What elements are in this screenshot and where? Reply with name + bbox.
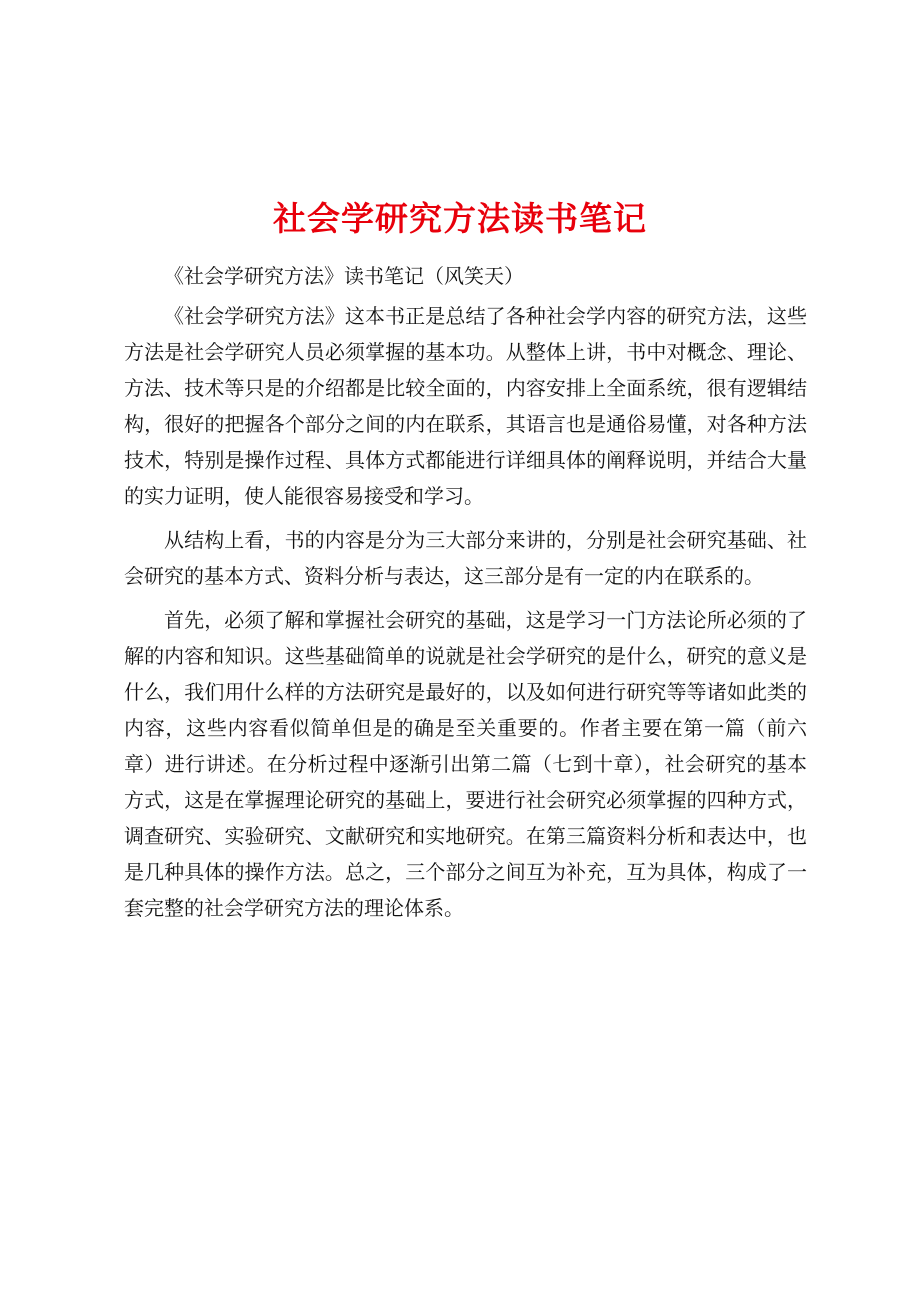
document-body [124, 258, 807, 930]
paragraph-2: 从结构上看，书的内容是分为三大部分来讲的，分别是社会研究基础、社会研究的基本方式、资料分析与表达，这三部分是有一定的内在联系的。 [124, 528, 807, 588]
subtitle-line: 《社会学研究方法》读书笔记（风笑天） [164, 264, 524, 288]
paragraph-1: 《社会学研究方法》这本书正是总结了各种社会学内容的研究方法，这些方法是社会学研究人员必须掌握的基本功。从整体上讲，书中对概念、理论、方法、技术等只是的介绍都是比较全面的，内容安排上全面系统，很有逻辑结构，很好的把握各个部分之间的内在联系，其语言也是通俗易懂，对各种方法技术，特别是操作过程、具体方式都能进行详细具体的阐释说明，并结合大量的实力证明，使人能很容易接受和学习。 [124, 304, 807, 508]
document-title: 社会学研究方法读书笔记 [273, 199, 647, 238]
paragraph-3: 首先，必须了解和掌握社会研究的基础，这是学习一门方法论所必须的了解的内容和知识。这些基础简单的说就是社会学研究的是什么，研究的意义是什么，我们用什么样的方法研究是最好的，以及如何进行研究等等诸如此类的内容，这些内容看似简单但是的确是至关重要的。作者主要在第一篇（前六章）进行讲述。在分析过程中逐渐引出第二篇（七到十章），社会研究的基本方式，这是在掌握理论研究的基础上，要进行社会研究必须掌握的四种方式，调查研究、实验研究、文献研究和实地研究。在第三篇资料分析和表达中，也是几种具体的操作方法。总之，三个部分之间互为补充，互为具体，构成了一套完整的社会学研究方法的理论体系。 [124, 608, 807, 920]
